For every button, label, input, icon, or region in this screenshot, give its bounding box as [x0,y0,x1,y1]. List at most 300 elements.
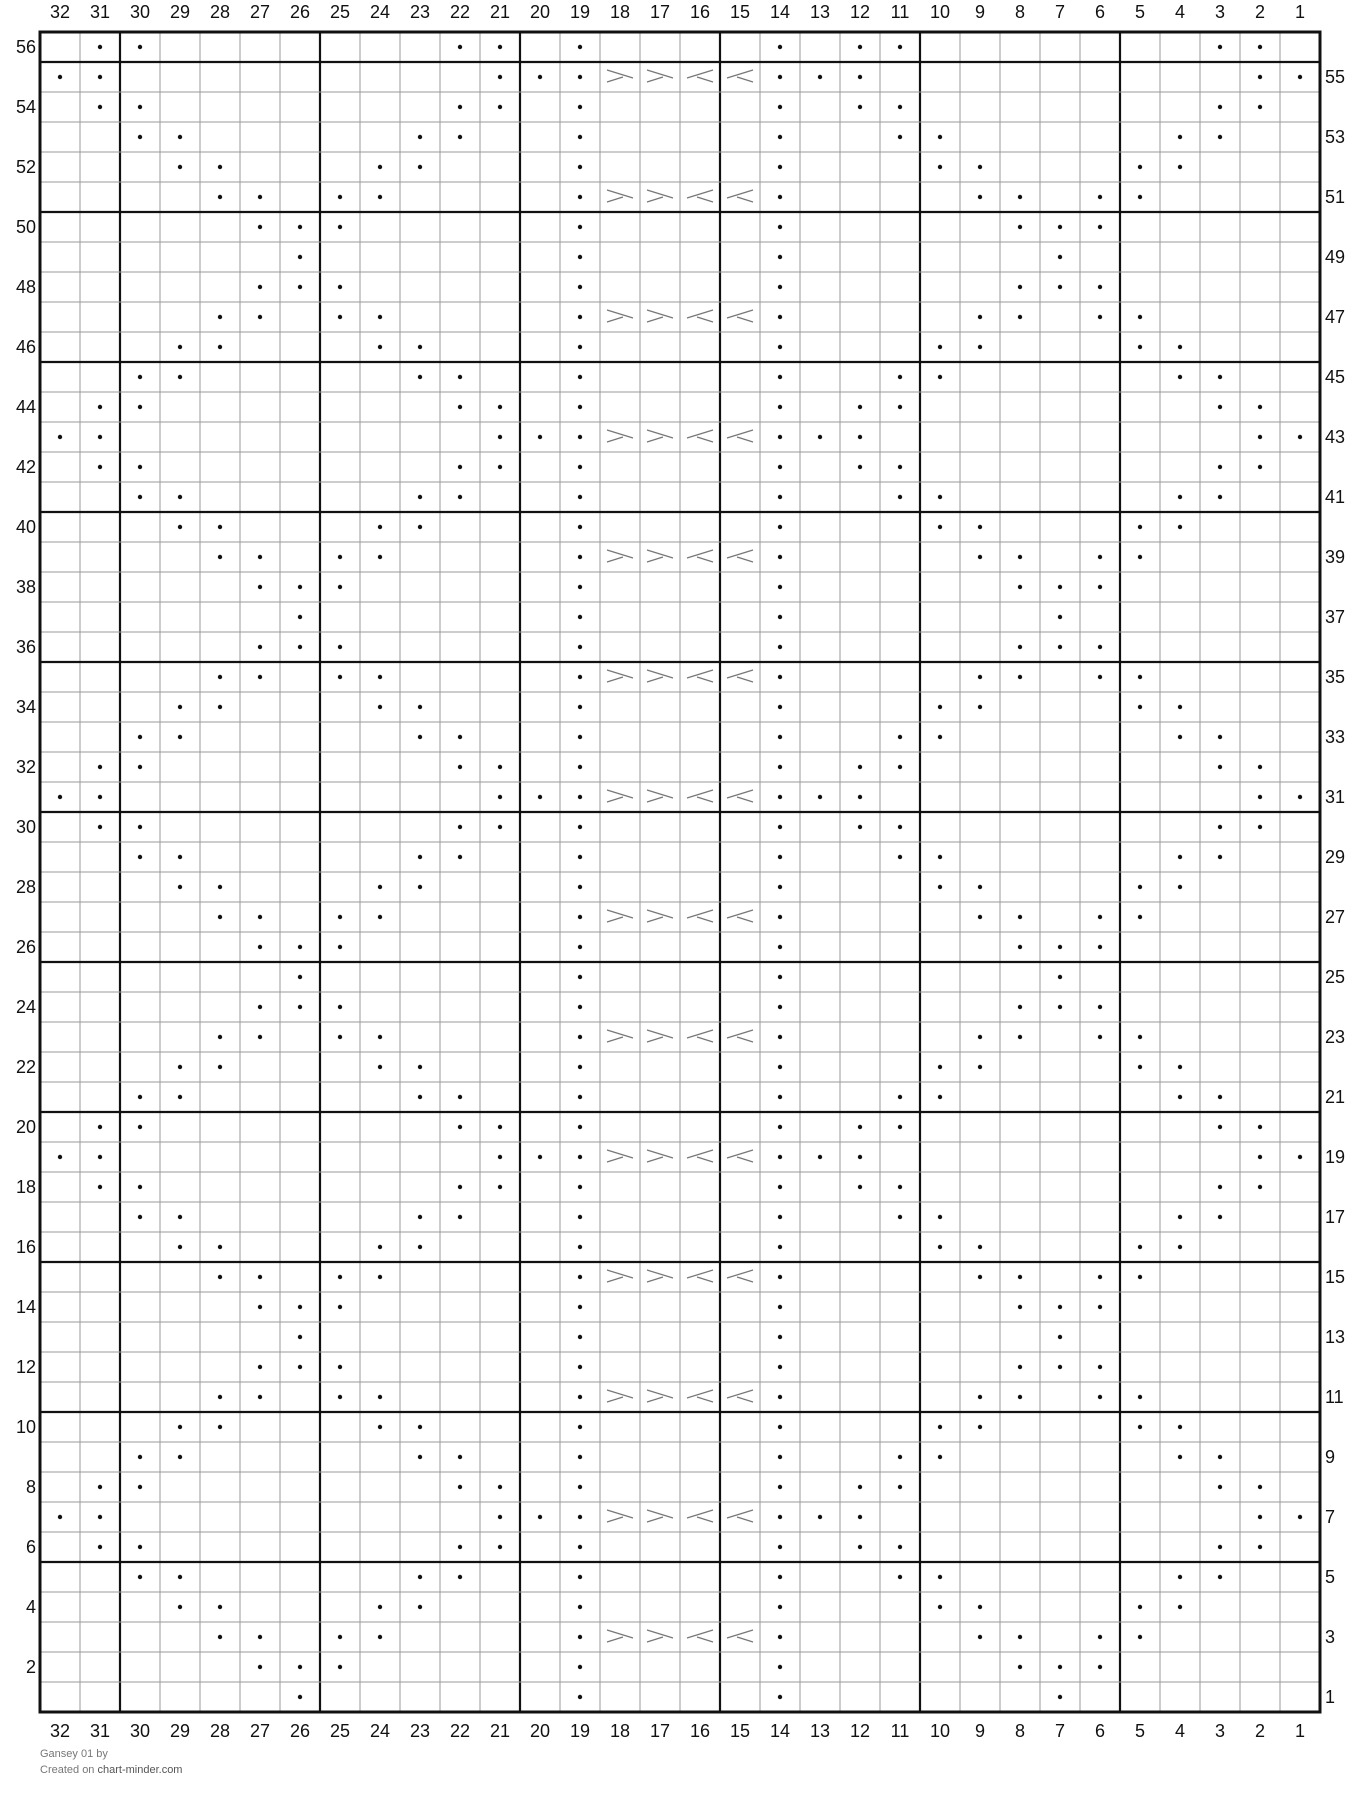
purl-dot [538,795,542,799]
purl-dot [978,555,982,559]
purl-dot [1018,285,1022,289]
purl-dot [458,825,462,829]
purl-dot [978,1065,982,1069]
row-number-left: 56 [15,37,36,57]
column-number-bottom: 13 [809,1721,831,1741]
purl-dot [778,675,782,679]
purl-dot [818,1155,822,1159]
purl-dot [1058,285,1062,289]
right-cross-symbol [647,1510,673,1522]
purl-dot [498,795,502,799]
column-number-top: 3 [1214,2,1226,22]
purl-dot [778,1275,782,1279]
purl-dot [898,375,902,379]
purl-dot [498,435,502,439]
purl-dot [1298,1515,1302,1519]
purl-dot [1098,1035,1102,1039]
column-number-top: 9 [974,2,986,22]
purl-dot [858,1125,862,1129]
purl-dot [778,285,782,289]
purl-dot [1018,1365,1022,1369]
purl-dot [778,45,782,49]
purl-dot [1138,195,1142,199]
purl-dot [778,1005,782,1009]
purl-dot [1178,855,1182,859]
purl-dot [1098,315,1102,319]
purl-dot [778,315,782,319]
purl-dot [578,705,582,709]
right-cross-symbol [647,1150,673,1162]
row-number-left: 22 [15,1057,36,1077]
column-number-bottom: 24 [369,1721,391,1741]
right-cross-symbol [647,670,673,682]
purl-dot [98,465,102,469]
row-number-right: 47 [1325,307,1346,327]
purl-dot [258,195,262,199]
purl-dot [418,885,422,889]
column-number-top: 23 [409,2,431,22]
purl-dot [338,195,342,199]
purl-dot [1098,1365,1102,1369]
purl-dot [418,165,422,169]
purl-dot [578,165,582,169]
right-cross-symbol [607,910,633,922]
purl-dot [1218,1485,1222,1489]
purl-dot [298,255,302,259]
purl-dot [778,1395,782,1399]
column-number-bottom: 28 [209,1721,231,1741]
row-number-left: 12 [15,1357,36,1377]
purl-dot [378,165,382,169]
purl-dot [778,1515,782,1519]
purl-dot [578,855,582,859]
purl-dot [778,795,782,799]
purl-dot [1138,1635,1142,1639]
purl-dot [578,525,582,529]
purl-dot [458,1575,462,1579]
purl-dot [258,285,262,289]
purl-dot [298,225,302,229]
row-number-right: 19 [1325,1147,1346,1167]
purl-dot [1138,705,1142,709]
purl-dot [1178,1245,1182,1249]
purl-dot [378,1065,382,1069]
purl-dot [538,435,542,439]
purl-dot [1178,885,1182,889]
purl-dot [178,705,182,709]
purl-dot [578,1215,582,1219]
purl-dot [578,615,582,619]
purl-dot [1258,1155,1262,1159]
purl-dot [578,975,582,979]
purl-dot [1098,285,1102,289]
column-number-top: 4 [1174,2,1186,22]
purl-dot [538,75,542,79]
purl-dot [978,345,982,349]
left-cross-symbol [687,1510,713,1522]
purl-dot [898,135,902,139]
purl-dot [298,645,302,649]
purl-dot [778,1455,782,1459]
column-number-bottom: 6 [1094,1721,1106,1741]
row-number-left: 4 [25,1597,36,1617]
column-number-top: 7 [1054,2,1066,22]
purl-dot [338,1665,342,1669]
purl-dot [898,405,902,409]
purl-dot [298,1305,302,1309]
row-number-right: 49 [1325,247,1346,267]
column-number-top: 14 [769,2,791,22]
purl-dot [778,1695,782,1699]
row-number-right: 5 [1325,1567,1336,1587]
purl-dot [1138,915,1142,919]
purl-dot [1138,555,1142,559]
purl-dot [1058,1305,1062,1309]
purl-dot [778,1245,782,1249]
purl-dot [578,735,582,739]
purl-dot [1218,465,1222,469]
purl-dot [298,285,302,289]
purl-dot [578,375,582,379]
purl-dot [1218,825,1222,829]
purl-dot [498,1155,502,1159]
purl-dot [898,1545,902,1549]
purl-dot [778,615,782,619]
column-number-bottom: 2 [1254,1721,1266,1741]
purl-dot [978,315,982,319]
column-number-bottom: 7 [1054,1721,1066,1741]
purl-dot [1218,1575,1222,1579]
purl-dot [978,1605,982,1609]
purl-dot [258,675,262,679]
purl-dot [778,1365,782,1369]
purl-dot [858,1515,862,1519]
purl-dot [98,795,102,799]
purl-dot [778,1635,782,1639]
purl-dot [1178,1605,1182,1609]
purl-dot [1058,1335,1062,1339]
purl-dot [298,1665,302,1669]
purl-dot [578,675,582,679]
purl-dot [1178,1575,1182,1579]
purl-dot [1018,315,1022,319]
purl-dot [218,1605,222,1609]
purl-dot [778,555,782,559]
row-number-right: 9 [1325,1447,1336,1467]
right-cross-symbol [607,430,633,442]
column-number-top: 26 [289,2,311,22]
purl-dot [578,1455,582,1459]
row-number-left: 40 [15,517,36,537]
purl-dot [578,1605,582,1609]
right-cross-symbol [607,70,633,82]
purl-dot [898,105,902,109]
purl-dot [578,1635,582,1639]
row-number-right: 27 [1325,907,1346,927]
purl-dot [178,1575,182,1579]
purl-dot [818,75,822,79]
purl-dot [418,1425,422,1429]
purl-dot [1218,765,1222,769]
purl-dot [858,1485,862,1489]
purl-dot [418,135,422,139]
purl-dot [178,1065,182,1069]
column-number-bottom: 26 [289,1721,311,1741]
purl-dot [378,1605,382,1609]
purl-dot [138,1485,142,1489]
row-number-left: 10 [15,1417,36,1437]
purl-dot [578,915,582,919]
purl-dot [138,105,142,109]
left-cross-symbol [727,790,753,802]
right-cross-symbol [647,1390,673,1402]
purl-dot [538,1515,542,1519]
purl-dot [578,495,582,499]
purl-dot [1098,555,1102,559]
purl-dot [1018,1665,1022,1669]
purl-dot [458,855,462,859]
purl-dot [938,1605,942,1609]
purl-dot [938,165,942,169]
purl-dot [218,1035,222,1039]
purl-dot [978,1635,982,1639]
purl-dot [578,345,582,349]
purl-dot [1178,1065,1182,1069]
left-cross-symbol [687,1630,713,1642]
purl-dot [178,525,182,529]
purl-dot [818,795,822,799]
purl-dot [298,945,302,949]
column-number-bottom: 25 [329,1721,351,1741]
purl-dot [1018,1275,1022,1279]
purl-dot [178,1215,182,1219]
purl-dot [578,465,582,469]
purl-dot [418,855,422,859]
purl-dot [138,825,142,829]
purl-dot [778,465,782,469]
purl-dot [978,1035,982,1039]
purl-dot [858,795,862,799]
row-number-right: 53 [1325,127,1346,147]
purl-dot [578,765,582,769]
purl-dot [578,945,582,949]
purl-dot [178,1095,182,1099]
purl-dot [338,1035,342,1039]
purl-dot [778,105,782,109]
purl-dot [458,1125,462,1129]
column-number-top: 20 [529,2,551,22]
purl-dot [418,705,422,709]
purl-dot [338,1275,342,1279]
left-cross-symbol [687,1390,713,1402]
purl-dot [818,1515,822,1519]
purl-dot [298,1335,302,1339]
purl-dot [1178,735,1182,739]
purl-dot [938,345,942,349]
purl-dot [178,345,182,349]
purl-dot [898,1095,902,1099]
column-number-top: 5 [1134,2,1146,22]
purl-dot [778,735,782,739]
purl-dot [778,1125,782,1129]
purl-dot [578,825,582,829]
purl-dot [498,825,502,829]
right-cross-symbol [647,1270,673,1282]
purl-dot [98,1545,102,1549]
purl-dot [578,1575,582,1579]
purl-dot [898,735,902,739]
purl-dot [778,1485,782,1489]
purl-dot [1058,645,1062,649]
purl-dot [418,1065,422,1069]
purl-dot [378,315,382,319]
purl-dot [778,585,782,589]
purl-dot [1058,1695,1062,1699]
purl-dot [938,1425,942,1429]
purl-dot [1138,1395,1142,1399]
purl-dot [498,1185,502,1189]
purl-dot [778,1305,782,1309]
purl-dot [938,1065,942,1069]
purl-dot [498,75,502,79]
purl-dot [1178,1455,1182,1459]
purl-dot [218,915,222,919]
purl-dot [1098,915,1102,919]
purl-dot [1258,1125,1262,1129]
purl-dot [458,1485,462,1489]
purl-dot [138,1185,142,1189]
purl-dot [258,1005,262,1009]
row-number-left: 8 [25,1477,36,1497]
purl-dot [578,1275,582,1279]
purl-dot [1018,1395,1022,1399]
purl-dot [418,375,422,379]
purl-dot [1258,795,1262,799]
left-cross-symbol [727,310,753,322]
right-cross-symbol [647,430,673,442]
purl-dot [1258,765,1262,769]
column-number-bottom: 17 [649,1721,671,1741]
purl-dot [778,705,782,709]
row-number-right: 11 [1325,1387,1344,1407]
chart-author-by: by [96,1748,108,1760]
purl-dot [1218,45,1222,49]
row-number-left: 54 [15,97,36,117]
purl-dot [98,45,102,49]
purl-dot [178,165,182,169]
right-cross-symbol [607,1270,633,1282]
purl-dot [1058,1665,1062,1669]
purl-dot [978,675,982,679]
purl-dot [1218,1455,1222,1459]
left-cross-symbol [727,70,753,82]
purl-dot [218,195,222,199]
site-link[interactable]: chart-minder.com [97,1764,183,1776]
column-number-top: 24 [369,2,391,22]
column-number-bottom: 29 [169,1721,191,1741]
purl-dot [778,75,782,79]
purl-dot [778,1665,782,1669]
grid-lines [40,32,1320,1712]
purl-dot [778,495,782,499]
purl-dot [1178,375,1182,379]
purl-dot [978,705,982,709]
row-number-right: 1 [1325,1687,1336,1707]
purl-dot [778,1155,782,1159]
purl-dot [138,465,142,469]
purl-dot [1098,1305,1102,1309]
purl-dot [258,1635,262,1639]
purl-dot [938,1575,942,1579]
purl-dot [1178,495,1182,499]
right-cross-symbol [607,1510,633,1522]
row-number-left: 34 [15,697,36,717]
purl-dot [498,105,502,109]
purl-dot [1018,225,1022,229]
purl-dot [858,45,862,49]
purl-dot [578,1035,582,1039]
purl-dot [778,165,782,169]
purl-dot [98,765,102,769]
purl-dot [578,1485,582,1489]
purl-dot [218,1635,222,1639]
row-number-left: 24 [15,997,36,1017]
column-number-top: 32 [49,2,71,22]
purl-dot [418,735,422,739]
purl-dot [1018,1635,1022,1639]
column-number-top: 27 [249,2,271,22]
purl-dot [778,225,782,229]
purl-dot [978,885,982,889]
purl-dot [138,765,142,769]
purl-dot [218,165,222,169]
right-cross-symbol [607,1630,633,1642]
chart-title-line [40,1746,182,1762]
purl-dot [1258,45,1262,49]
row-number-right: 7 [1325,1507,1336,1527]
purl-dot [1098,675,1102,679]
purl-dot [498,1545,502,1549]
purl-dot [1058,255,1062,259]
purl-dot [1178,345,1182,349]
column-number-top: 17 [649,2,671,22]
purl-dot [298,1005,302,1009]
column-number-bottom: 9 [974,1721,986,1741]
purl-dot [98,405,102,409]
purl-dot [778,1605,782,1609]
right-cross-symbol [647,550,673,562]
left-cross-symbol [727,1270,753,1282]
purl-dot [978,525,982,529]
row-number-right: 15 [1325,1267,1346,1287]
row-number-right: 55 [1325,67,1346,87]
purl-dot [938,135,942,139]
purl-dot [1138,345,1142,349]
purl-dot [1138,1035,1142,1039]
purl-dot [338,945,342,949]
purl-dot [1218,495,1222,499]
right-cross-symbol [647,1630,673,1642]
purl-dot [1018,195,1022,199]
purl-dot [1178,525,1182,529]
column-number-top: 16 [689,2,711,22]
purl-dot [458,135,462,139]
purl-dot [218,885,222,889]
purl-dot [338,315,342,319]
column-number-bottom: 12 [849,1721,871,1741]
right-cross-symbol [607,1150,633,1162]
purl-dot [138,1095,142,1099]
